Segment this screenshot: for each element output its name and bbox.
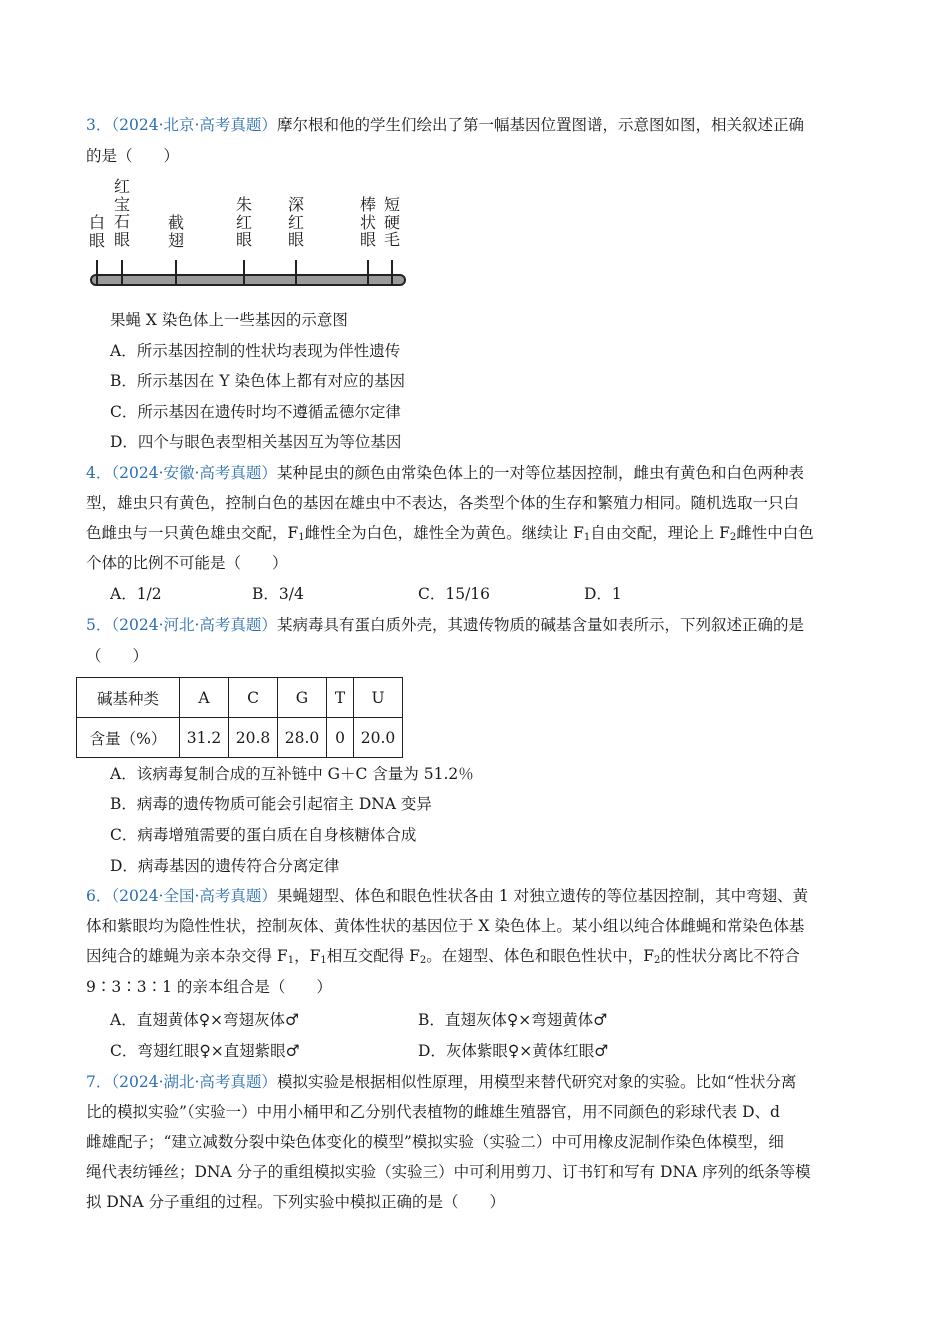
chromosome-figure	[86, 178, 416, 293]
gene-label-vermilion-eye: 朱 红 眼	[235, 195, 252, 249]
q7-line3: 雌雄配子；“建立减数分裂中染色体变化的模型”模拟实验（实验二）中可用橡皮泥制作染色体模型，细	[86, 1133, 784, 1151]
q6-line4: 9∶3∶3∶1 的亲本组合是（ ）	[86, 978, 332, 996]
table-row	[77, 718, 403, 758]
figure-caption: 果蝇 X 染色体上一些基因的示意图	[110, 311, 348, 329]
q3-line1	[86, 114, 804, 136]
q4-line4: 个体的比例不可能是（ ）	[86, 554, 288, 572]
q5-number: 5．	[86, 616, 112, 634]
q6-option-b: B．直翅灰体♀×弯翅黄体♂	[418, 1011, 608, 1029]
gene-tick	[175, 260, 177, 286]
table-cell: 碱基种类	[77, 678, 180, 718]
q3-source: （2024·北京·高考真题）	[111, 116, 277, 134]
q4-line2: 型，雄虫只有黄色，控制白色的基因在雄虫中不表达，各类型个体的生存和繁殖力相同。随机选取一只白	[86, 494, 800, 512]
q4-option-c: C．15/16	[418, 585, 491, 603]
q4-option-d: D．1	[584, 585, 622, 603]
q7-line5: 拟 DNA 分子重组的过程。下列实验中模拟正确的是（ ）	[86, 1193, 506, 1211]
table-cell: A	[180, 678, 229, 718]
q7-line2: 比的模拟实验”（实验一）中用小桶甲和乙分别代表植物的雌雄生殖器官，用不同颜色的彩球代表 D、d	[86, 1103, 780, 1121]
gene-label-short-bristle: 短 硬 毛	[383, 195, 400, 249]
q7-stem-1: 模拟实验是根据相似性原理，用模型来替代研究对象的实验。比如“性状分离	[276, 1073, 797, 1091]
q6-stem-1: 果蝇翅型、体色和眼色性状各由 1 对独立遗传的等位基因控制，其中弯翅、黄	[276, 887, 809, 905]
q4-option-b: B．3/4	[252, 585, 304, 603]
gene-tick	[96, 260, 98, 286]
q6-number: 6．	[86, 887, 112, 905]
q3-line2: 的是（ ）	[86, 147, 180, 165]
q6-line1	[86, 885, 808, 907]
table-cell: 含量（%）	[77, 718, 180, 758]
table-cell: 20.0	[354, 718, 403, 758]
q7-line1	[86, 1071, 796, 1093]
q6-option-d: D．灰体紫眼♀×黄体红眼♂	[418, 1042, 609, 1060]
base-content-table	[76, 677, 403, 758]
q4-stem-1: 某种昆虫的颜色由常染色体上的一对等位基因控制，雌虫有黄色和白色两种表	[276, 464, 804, 482]
table-cell: 20.8	[229, 718, 278, 758]
q5-option-a: A．该病毒复制合成的互补链中 G＋C 含量为 51.2％	[110, 765, 474, 783]
q3-stem-1: 摩尔根和他的学生们绘出了第一幅基因位置图谱，示意图如图，相关叙述正确	[276, 116, 804, 134]
gene-tick	[243, 260, 245, 286]
table-cell: 0	[327, 718, 354, 758]
q5-source: （2024·河北·高考真题）	[111, 616, 277, 634]
table-cell: 31.2	[180, 718, 229, 758]
q4-line1	[86, 462, 804, 484]
q6-line2: 体和紫眼均为隐性性状，控制灰体、黄体性状的基因位于 X 染色体上。某小组以纯合体雌蝇和常染色体基	[86, 917, 805, 935]
gene-tick	[295, 260, 297, 286]
q5-line1	[86, 614, 804, 636]
gene-tick	[367, 260, 369, 286]
q5-option-d: D．病毒基因的遗传符合分离定律	[110, 857, 340, 875]
q4-line3: 色雌虫与一只黄色雄虫交配，$F_1$雌性全为白色，雄性全为黄色。继续让 $F_1$自由交配，理论上 $F_2$雌性中白色	[86, 524, 814, 543]
gene-label-cut-wing: 截 翅	[167, 213, 184, 250]
q5-option-c: C．病毒增殖需要的蛋白质在自身核糖体合成	[110, 826, 417, 844]
q6-line3: 因纯合的雄蝇为亲本杂交得 $F_1$，$F_1$相互交配得 $F_2$。在翅型、体色和眼色性状中，$F_2$的性状分离比不符合	[86, 947, 800, 966]
q3-option-a: A．所示基因控制的性状均表现为伴性遗传	[110, 342, 401, 360]
q4-number: 4．	[86, 464, 112, 482]
q3-option-b: B．所示基因在 Y 染色体上都有对应的基因	[110, 372, 405, 390]
q3-number: 3．	[86, 116, 112, 134]
q6-option-c: C．弯翅红眼♀×直翅紫眼♂	[110, 1042, 300, 1060]
gene-label-white-eye: 白 眼	[88, 213, 105, 250]
q6-source: （2024·全国·高考真题）	[111, 887, 277, 905]
q5-option-b: B．病毒的遗传物质可能会引起宿主 DNA 变异	[110, 795, 432, 813]
x-chromosome-bar	[90, 274, 406, 286]
q5-stem-1: 某病毒具有蛋白质外壳，其遗传物质的碱基含量如表所示，下列叙述正确的是	[276, 616, 804, 634]
q5-line2: （ ）	[86, 647, 149, 665]
q7-line4: 绳代表纺锤丝；DNA 分子的重组模拟实验（实验三）中可利用剪刀、订书钉和写有 DNA 序列的纸条等模	[86, 1163, 811, 1181]
table-cell: C	[229, 678, 278, 718]
table-cell: G	[278, 678, 327, 718]
table-cell: T	[327, 678, 354, 718]
q4-option-a: A．1/2	[110, 585, 162, 603]
q4-source: （2024·安徽·高考真题）	[111, 464, 277, 482]
gene-tick	[391, 260, 393, 286]
q7-number: 7．	[86, 1073, 112, 1091]
table-header-row	[77, 678, 403, 718]
q3-option-d: D．四个与眼色表型相关基因互为等位基因	[110, 433, 402, 451]
gene-label-ruby-eye: 红 宝 石 眼	[113, 177, 130, 249]
gene-tick	[121, 260, 123, 286]
gene-label-deep-red-eye: 深 红 眼	[287, 195, 304, 249]
table-cell: U	[354, 678, 403, 718]
table-cell: 28.0	[278, 718, 327, 758]
q3-option-c: C．所示基因在遗传时均不遵循孟德尔定律	[110, 403, 401, 421]
q7-source: （2024·湖北·高考真题）	[111, 1073, 277, 1091]
q6-option-a: A．直翅黄体♀×弯翅灰体♂	[110, 1011, 299, 1029]
gene-label-bar-eye: 棒 状 眼	[359, 195, 376, 249]
